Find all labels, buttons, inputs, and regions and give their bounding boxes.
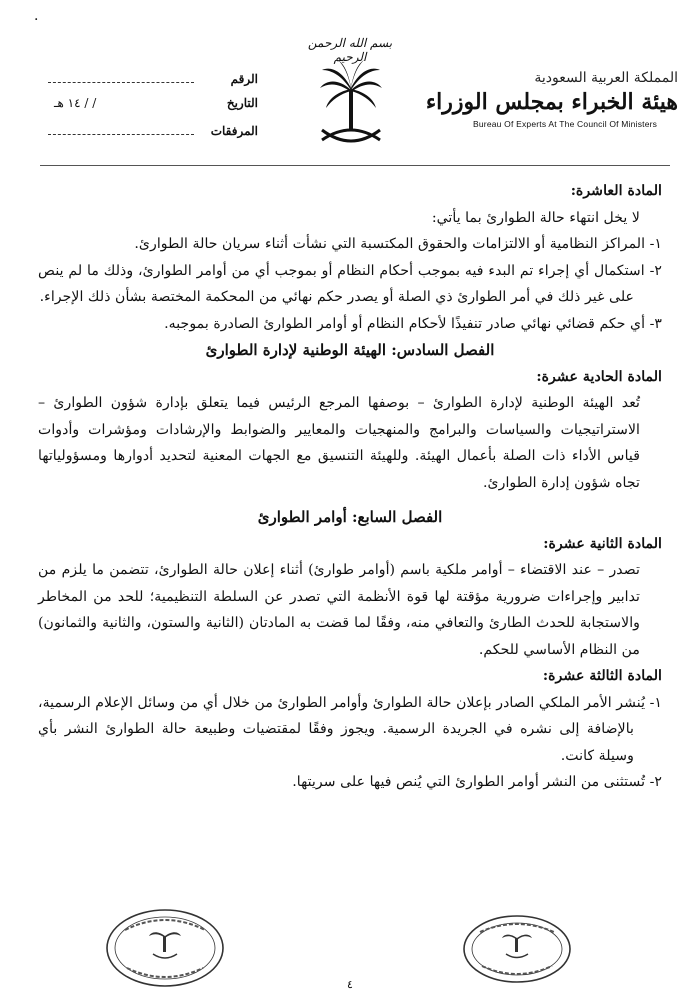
- article-13-item-2: ٢- تُستثنى من النشر أوامر الطوارئ التي يُنص فيها على سريتها.: [292, 774, 662, 790]
- page-number: ٤: [347, 978, 353, 991]
- date-label: التاريخ: [226, 96, 258, 110]
- article-10-intro: لا يخل انتهاء حالة الطوارئ بما يأتي:: [431, 209, 640, 226]
- article-10-item-3: ٣- أي حكم قضائي نهائي صادر تنفيذًا لأحكام النظام أو أوامر الطوارئ الصادرة بموجبه.: [164, 315, 662, 332]
- article-12-heading: المادة الثانية عشرة:: [543, 535, 662, 552]
- article-13-item-1: ١- يُنشر الأمر الملكي الصادر بإعلان حالة الطوارئ وأوامر الطوارئ من خلال أي من وسائل الإعلام الرسمية، بالإضافة إلى نشره في الجريدة الرسمية. ويجوز وفقًا لمقتضيات وطبيعة حالة الطوارئ النشر بأي وسيلة كانت.: [38, 694, 662, 764]
- attachments-line: [48, 122, 194, 135]
- ref-number-line: [48, 70, 194, 83]
- bureau-arabic-name: هيئة الخبراء بمجلس الوزراء: [425, 89, 678, 115]
- date-row: [48, 96, 258, 122]
- palm-swords-emblem-icon: [318, 60, 384, 150]
- organization-header: [425, 70, 678, 129]
- chapter-6-title: الفصل السادس: الهيئة الوطنية لإدارة الطوارئ: [205, 341, 495, 359]
- margin-mark: ·: [34, 12, 39, 28]
- article-12-text: تصدر – عند الاقتضاء – أوامر ملكية باسم (أوامر طوارئ) أثناء إعلان حالة الطوارئ، تتضمن ما يلزم من تدابير وإجراءات ضرورية مؤقتة لها قوة الأنظمة التي تصدر عن السلطة التنظيمية؛ للحد من المخاطر والاستجابة للحدث الطارئ والتعافي منه، وفقًا لما قضت به المادتان (الثانية والستون، والثانية والثمانون) من النظام الأساسي للحكم.: [38, 562, 640, 658]
- article-10-item-2: ٢- استكمال أي إجراء تم البدء فيه بموجب أحكام النظام أو بموجب أي من أوامر الطوارئ، وذلك ما لم ينص على غير ذلك في أمر الطوارئ ذي الصلة أو يصدر حكم نهائي من المحكمة المختصة بشأن ذلك الإجراء.: [38, 262, 662, 305]
- official-seal-right-icon: [462, 914, 572, 984]
- kingdom-name: المملكة العربية السعودية: [534, 70, 678, 86]
- bureau-english-name: Bureau Of Experts At The Council Of Ministers: [473, 119, 658, 129]
- date-value: ١٤ هـ / /: [54, 96, 97, 110]
- article-13-heading: المادة الثالثة عشرة:: [542, 668, 662, 684]
- ref-number-row: [48, 70, 258, 96]
- ref-number-label: الرقم: [230, 72, 258, 86]
- attachments-label: المرفقات: [210, 124, 258, 138]
- article-10-heading: المادة العاشرة:: [570, 183, 662, 199]
- official-seal-left-icon: [105, 908, 225, 988]
- document-body: [38, 178, 662, 796]
- bismillah-calligraphy: بسم الله الرحمن الرحيم: [307, 36, 393, 64]
- header-divider: [40, 165, 670, 166]
- attachments-row: [48, 122, 258, 148]
- article-11-text: تُعد الهيئة الوطنية لإدارة الطوارئ – بوصفها المرجع الرئيس فيما يتعلق بإدارة شؤون الطوارئ – الاستراتيجيات والسياسات والبرامج والمنهجيات والمعايير والضوابط والإرشادات ومؤشرات وأدوات قياس الأداء ذات الصلة بأعمال الهيئة. وللهيئة التنسيق مع الجهات المعنية لتحديد أدوارها ومسؤولياتها تجاه شؤون إدارة الطوارئ.: [38, 395, 640, 491]
- reference-fields: [48, 70, 258, 148]
- chapter-7-title: الفصل السابع: أوامر الطوارئ: [257, 508, 443, 526]
- article-10-item-1: ١- المراكز النظامية أو الالتزامات والحقوق المكتسبة التي نشأت أثناء سريان حالة الطوارئ.: [134, 236, 662, 252]
- article-11-heading: المادة الحادية عشرة:: [536, 368, 662, 385]
